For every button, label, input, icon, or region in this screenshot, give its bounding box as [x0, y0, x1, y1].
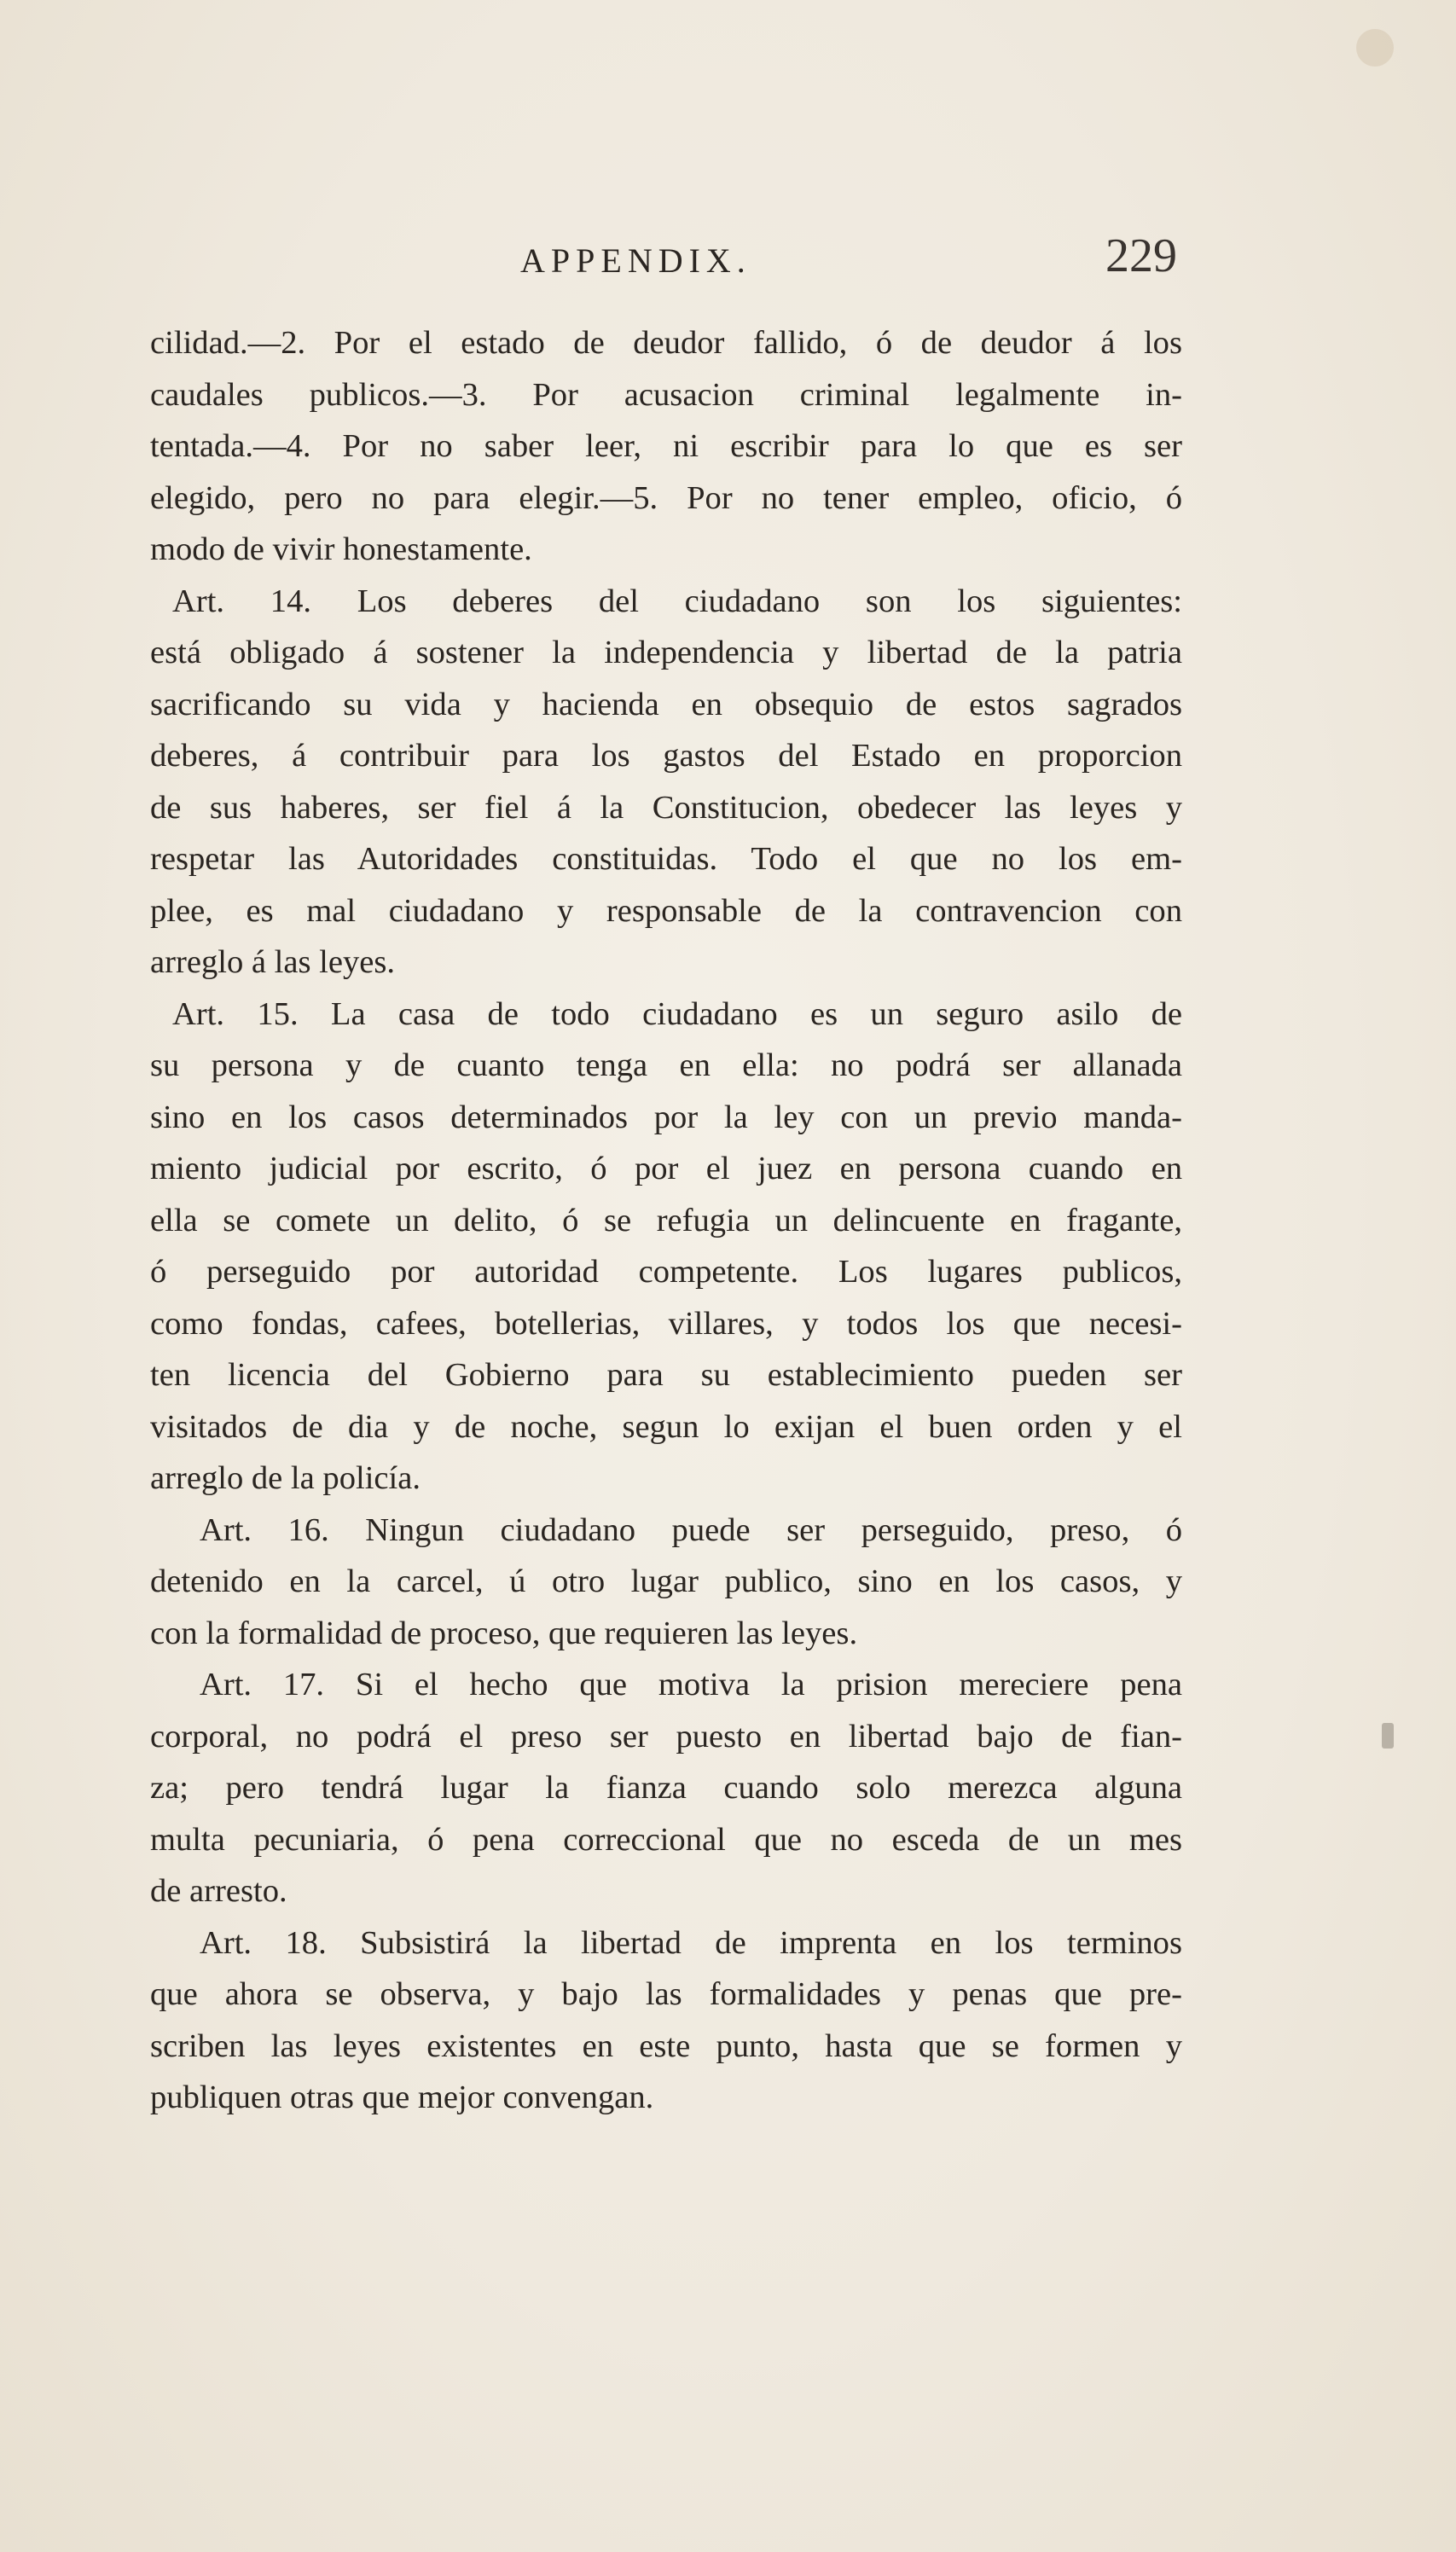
- text-line: arreglo de la policía.: [150, 1460, 421, 1496]
- text-line: miento judicial por escrito, ó por el juez en persona cuando en: [150, 1151, 1182, 1186]
- text-line: ó perseguido por autoridad competente. Los lugares publicos,: [150, 1254, 1182, 1290]
- text-line: ten licencia del Gobierno para su establecimiento pueden ser: [150, 1357, 1182, 1393]
- text-line: su persona y de cuanto tenga en ella: no podrá ser allanada: [150, 1047, 1182, 1083]
- text-line: publiquen otras que mejor convengan.: [150, 2079, 654, 2115]
- article-18-heading-line: Art. 18. Subsistirá la libertad de imprenta en los terminos: [200, 1924, 1182, 1961]
- body-text: [150, 317, 1182, 2124]
- article-14-heading-line: Art. 14. Los deberes del ciudadano son los siguientes:: [172, 583, 1182, 619]
- article-15-heading-line: Art. 15. La casa de todo ciudadano es un seguro asilo de: [172, 995, 1182, 1032]
- text-line: corporal, no podrá el preso ser puesto en libertad bajo de fian-: [150, 1718, 1182, 1754]
- text-line: de sus haberes, ser fiel á la Constitucion, obedecer las leyes y: [150, 789, 1182, 826]
- text-line: de arresto.: [150, 1873, 287, 1909]
- text-line: sacrificando su vida y hacienda en obsequio de estos sagrados: [150, 686, 1182, 722]
- text-line: multa pecuniaria, ó pena correccional que no esceda de un mes: [150, 1821, 1182, 1858]
- text-line: detenido en la carcel, ú otro lugar publico, sino en los casos, y: [150, 1563, 1182, 1599]
- text-line: arreglo á las leyes.: [150, 944, 396, 980]
- text-line: elegido, pero no para elegir.—5. Por no tener empleo, oficio, ó: [150, 479, 1182, 516]
- text-line: modo de vivir honestamente.: [150, 531, 532, 567]
- text-line: scriben las leyes existentes en este punto, hasta que se formen y: [150, 2027, 1182, 2064]
- text-line: caudales publicos.—3. Por acusacion criminal legalmente in-: [150, 376, 1182, 413]
- page-number: 229: [1105, 229, 1177, 282]
- text-line: plee, es mal ciudadano y responsable de la contravencion con: [150, 892, 1182, 929]
- text-line: cilidad.—2. Por el estado de deudor fallido, ó de deudor á los: [150, 325, 1182, 361]
- text-line: sino en los casos determinados por la ley con un previo manda-: [150, 1099, 1182, 1135]
- paper-stain: [1382, 1723, 1394, 1749]
- text-line: ella se comete un delito, ó se refugia un delincuente en fragante,: [150, 1202, 1182, 1238]
- text-line: que ahora se observa, y bajo las formalidades y penas que pre-: [150, 1976, 1182, 2012]
- running-head: APPENDIX.: [520, 241, 751, 280]
- text-line: za; pero tendrá lugar la fianza cuando solo merezca alguna: [150, 1770, 1182, 1806]
- article-17-heading-line: Art. 17. Si el hecho que motiva la prision mereciere pena: [200, 1667, 1182, 1702]
- text-line: tentada.—4. Por no saber leer, ni escribir para lo que es ser: [150, 428, 1182, 464]
- text-line: está obligado á sostener la independencia y libertad de la patria: [150, 635, 1182, 670]
- text-line: visitados de dia y de noche, segun lo exijan el buen orden y el: [150, 1408, 1182, 1445]
- text-line: deberes, á contribuir para los gastos del Estado en proporcion: [150, 738, 1182, 774]
- page-header: [145, 229, 1177, 297]
- text-line: respetar las Autoridades constituidas. Todo el que no los em-: [150, 841, 1182, 877]
- paper-stain: [1356, 29, 1394, 67]
- text-line: con la formalidad de proceso, que requieren las leyes.: [150, 1615, 858, 1651]
- text-line: como fondas, cafees, botellerias, villares, y todos los que necesi-: [150, 1305, 1182, 1342]
- article-16-heading-line: Art. 16. Ningun ciudadano puede ser perseguido, preso, ó: [200, 1511, 1182, 1548]
